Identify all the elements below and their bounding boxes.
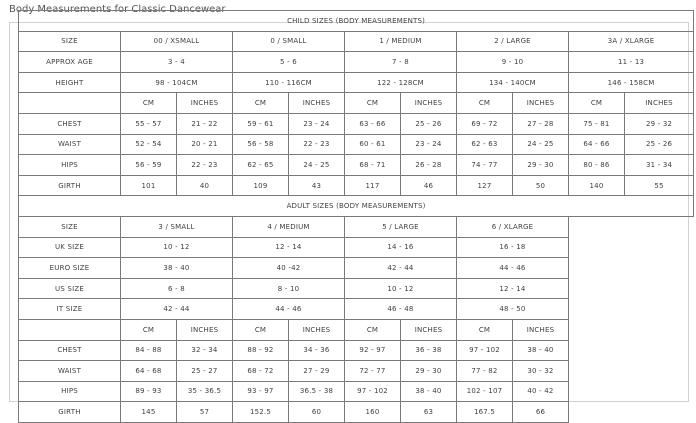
measure-cell: 23 - 24 <box>289 113 345 134</box>
child-age-cell: 3 - 4 <box>121 52 233 73</box>
measure-cell: 101 <box>121 175 177 196</box>
measure-cell: 21 - 22 <box>177 113 233 134</box>
measure-cell: 26 - 28 <box>401 155 457 176</box>
measure-cell: 160 <box>345 402 401 423</box>
measure-cell: 56 - 58 <box>233 134 289 155</box>
child-size-row <box>19 31 694 52</box>
measure-cell: 68 - 72 <box>233 361 289 382</box>
measure-cell: 27 - 28 <box>513 113 569 134</box>
measure-cell: 77 - 82 <box>457 361 513 382</box>
measure-cell: 52 - 54 <box>121 134 177 155</box>
measure-cell: 27 - 29 <box>289 361 345 382</box>
child-height-cell: 122 - 128CM <box>345 72 457 93</box>
adult-unit-row <box>19 319 694 340</box>
measure-cell: 38 - 40 <box>513 340 569 361</box>
row-label: UK SIZE <box>19 237 121 258</box>
child-size-cell: 0 / SMALL <box>233 31 345 52</box>
measure-cell: 127 <box>457 175 513 196</box>
row-label: GIRTH <box>19 402 121 423</box>
child-age-cell: 11 - 13 <box>569 52 694 73</box>
measure-cell: 62 - 65 <box>233 155 289 176</box>
row-label: SIZE <box>19 216 121 237</box>
row-label: HIPS <box>19 381 121 402</box>
region-size-cell: 8 - 10 <box>233 278 345 299</box>
measure-cell: 64 - 68 <box>121 361 177 382</box>
child-measure-row <box>19 134 694 155</box>
region-size-cell: 10 - 12 <box>345 278 457 299</box>
adult-size-cell: 4 / MEDIUM <box>233 216 345 237</box>
measure-cell: 69 - 72 <box>457 113 513 134</box>
unit-inches-header: INCHES <box>513 93 569 114</box>
measure-cell: 89 - 93 <box>121 381 177 402</box>
row-label: US SIZE <box>19 278 121 299</box>
child-age-cell: 9 - 10 <box>457 52 569 73</box>
empty-cell <box>569 237 694 258</box>
region-size-cell: 12 - 14 <box>233 237 345 258</box>
measure-cell: 72 - 77 <box>345 361 401 382</box>
unit-cm-header: CM <box>457 319 513 340</box>
unit-inches-header: INCHES <box>513 319 569 340</box>
adult-measure-row <box>19 340 694 361</box>
region-size-cell: 40 -42 <box>233 258 345 279</box>
measure-cell: 152.5 <box>233 402 289 423</box>
empty-cell <box>569 278 694 299</box>
region-size-cell: 44 - 46 <box>457 258 569 279</box>
measure-cell: 63 - 66 <box>345 113 401 134</box>
measure-cell: 62 - 63 <box>457 134 513 155</box>
measure-cell: 29 - 30 <box>513 155 569 176</box>
measure-cell: 140 <box>569 175 625 196</box>
unit-cm-header: CM <box>233 319 289 340</box>
adult-region-size-row <box>19 299 694 320</box>
child-measure-row <box>19 113 694 134</box>
adult-region-size-row <box>19 237 694 258</box>
measure-cell: 55 - 57 <box>121 113 177 134</box>
adult-section-title: ADULT SIZES (BODY MEASUREMENTS) <box>19 196 694 217</box>
measure-cell: 167.5 <box>457 402 513 423</box>
child-size-cell: 00 / XSMALL <box>121 31 233 52</box>
unit-inches-header: INCHES <box>625 93 694 114</box>
row-label: IT SIZE <box>19 299 121 320</box>
child-height-cell: 146 - 158CM <box>569 72 694 93</box>
measure-cell: 60 - 61 <box>345 134 401 155</box>
child-age-row <box>19 52 694 73</box>
row-label: CHEST <box>19 340 121 361</box>
empty-cell <box>569 340 694 361</box>
row-label: HIPS <box>19 155 121 176</box>
measure-cell: 74 - 77 <box>457 155 513 176</box>
adult-size-row <box>19 216 694 237</box>
child-section-title: CHILD SIZES (BODY MEASUREMENTS) <box>19 11 694 32</box>
measure-cell: 29 - 32 <box>625 113 694 134</box>
adult-section-header-row <box>19 196 694 217</box>
measure-cell: 68 - 71 <box>345 155 401 176</box>
region-size-cell: 14 - 16 <box>345 237 457 258</box>
region-size-cell: 12 - 14 <box>457 278 569 299</box>
measure-cell: 63 <box>401 402 457 423</box>
child-height-cell: 134 - 140CM <box>457 72 569 93</box>
adult-size-cell: 3 / SMALL <box>121 216 233 237</box>
unit-cm-header: CM <box>233 93 289 114</box>
empty-cell <box>569 319 694 340</box>
child-measure-row <box>19 155 694 176</box>
empty-cell <box>569 258 694 279</box>
region-size-cell: 6 - 8 <box>121 278 233 299</box>
measure-cell: 36 - 38 <box>401 340 457 361</box>
adult-region-size-row <box>19 258 694 279</box>
measure-cell: 92 - 97 <box>345 340 401 361</box>
unit-inches-header: INCHES <box>401 319 457 340</box>
measure-cell: 22 - 23 <box>289 134 345 155</box>
region-size-cell: 38 - 40 <box>121 258 233 279</box>
measure-cell: 60 <box>289 402 345 423</box>
region-size-cell: 16 - 18 <box>457 237 569 258</box>
measure-cell: 56 - 59 <box>121 155 177 176</box>
measure-cell: 25 - 27 <box>177 361 233 382</box>
unit-cm-header: CM <box>121 319 177 340</box>
child-age-cell: 7 - 8 <box>345 52 457 73</box>
child-size-cell: 2 / LARGE <box>457 31 569 52</box>
unit-inches-header: INCHES <box>401 93 457 114</box>
region-size-cell: 10 - 12 <box>121 237 233 258</box>
measure-cell: 35 - 36.5 <box>177 381 233 402</box>
measure-cell: 36.5 - 38 <box>289 381 345 402</box>
measure-cell: 117 <box>345 175 401 196</box>
measure-cell: 50 <box>513 175 569 196</box>
empty-cell <box>569 299 694 320</box>
measure-cell: 23 - 24 <box>401 134 457 155</box>
child-height-row <box>19 72 694 93</box>
measure-cell: 40 <box>177 175 233 196</box>
unit-cm-header: CM <box>457 93 513 114</box>
measure-cell: 80 - 86 <box>569 155 625 176</box>
measure-cell: 25 - 26 <box>401 113 457 134</box>
empty-cell <box>569 216 694 237</box>
measure-cell: 66 <box>513 402 569 423</box>
adult-measure-row <box>19 361 694 382</box>
row-label: EURO SIZE <box>19 258 121 279</box>
child-section-header-row <box>19 11 694 32</box>
child-unit-row <box>19 93 694 114</box>
measure-cell: 29 - 30 <box>401 361 457 382</box>
adult-size-cell: 5 / LARGE <box>345 216 457 237</box>
adult-measure-row <box>19 381 694 402</box>
row-label-empty <box>19 93 121 114</box>
empty-cell <box>569 361 694 382</box>
region-size-cell: 48 - 50 <box>457 299 569 320</box>
adult-region-size-row <box>19 278 694 299</box>
child-height-cell: 98 - 104CM <box>121 72 233 93</box>
measure-cell: 64 - 66 <box>569 134 625 155</box>
measure-cell: 109 <box>233 175 289 196</box>
child-age-cell: 5 - 6 <box>233 52 345 73</box>
row-label: HEIGHT <box>19 72 121 93</box>
row-label: APPROX AGE <box>19 52 121 73</box>
measure-cell: 24 - 25 <box>289 155 345 176</box>
measure-cell: 24 - 25 <box>513 134 569 155</box>
measure-cell: 22 - 23 <box>177 155 233 176</box>
region-size-cell: 46 - 48 <box>345 299 457 320</box>
unit-cm-header: CM <box>569 93 625 114</box>
unit-inches-header: INCHES <box>177 319 233 340</box>
unit-inches-header: INCHES <box>289 319 345 340</box>
measure-cell: 38 - 40 <box>401 381 457 402</box>
unit-inches-header: INCHES <box>289 93 345 114</box>
measure-cell: 55 <box>625 175 694 196</box>
region-size-cell: 42 - 44 <box>121 299 233 320</box>
child-height-cell: 110 - 116CM <box>233 72 345 93</box>
page-title: Body Measurements for Classic Dancewear <box>9 4 226 15</box>
row-label: GIRTH <box>19 175 121 196</box>
unit-cm-header: CM <box>345 93 401 114</box>
child-measure-row <box>19 175 694 196</box>
size-chart-table <box>18 10 694 423</box>
unit-inches-header: INCHES <box>177 93 233 114</box>
region-size-cell: 42 - 44 <box>345 258 457 279</box>
measure-cell: 46 <box>401 175 457 196</box>
measure-cell: 20 - 21 <box>177 134 233 155</box>
measure-cell: 25 - 26 <box>625 134 694 155</box>
measure-cell: 59 - 61 <box>233 113 289 134</box>
row-label-empty <box>19 319 121 340</box>
child-size-cell: 3A / XLARGE <box>569 31 694 52</box>
row-label: CHEST <box>19 113 121 134</box>
measure-cell: 93 - 97 <box>233 381 289 402</box>
measure-cell: 57 <box>177 402 233 423</box>
unit-cm-header: CM <box>345 319 401 340</box>
adult-size-cell: 6 / XLARGE <box>457 216 569 237</box>
adult-measure-row <box>19 402 694 423</box>
measure-cell: 31 - 34 <box>625 155 694 176</box>
measure-cell: 97 - 102 <box>457 340 513 361</box>
row-label: WAIST <box>19 134 121 155</box>
measure-cell: 75 - 81 <box>569 113 625 134</box>
measure-cell: 34 - 36 <box>289 340 345 361</box>
measure-cell: 40 - 42 <box>513 381 569 402</box>
measure-cell: 102 - 107 <box>457 381 513 402</box>
measure-cell: 32 - 34 <box>177 340 233 361</box>
measure-cell: 97 - 102 <box>345 381 401 402</box>
measure-cell: 88 - 92 <box>233 340 289 361</box>
unit-cm-header: CM <box>121 93 177 114</box>
measure-cell: 145 <box>121 402 177 423</box>
measure-cell: 84 - 88 <box>121 340 177 361</box>
row-label: SIZE <box>19 31 121 52</box>
row-label: WAIST <box>19 361 121 382</box>
empty-cell <box>569 381 694 402</box>
region-size-cell: 44 - 46 <box>233 299 345 320</box>
empty-cell <box>569 402 694 423</box>
child-size-cell: 1 / MEDIUM <box>345 31 457 52</box>
measure-cell: 30 - 32 <box>513 361 569 382</box>
measure-cell: 43 <box>289 175 345 196</box>
